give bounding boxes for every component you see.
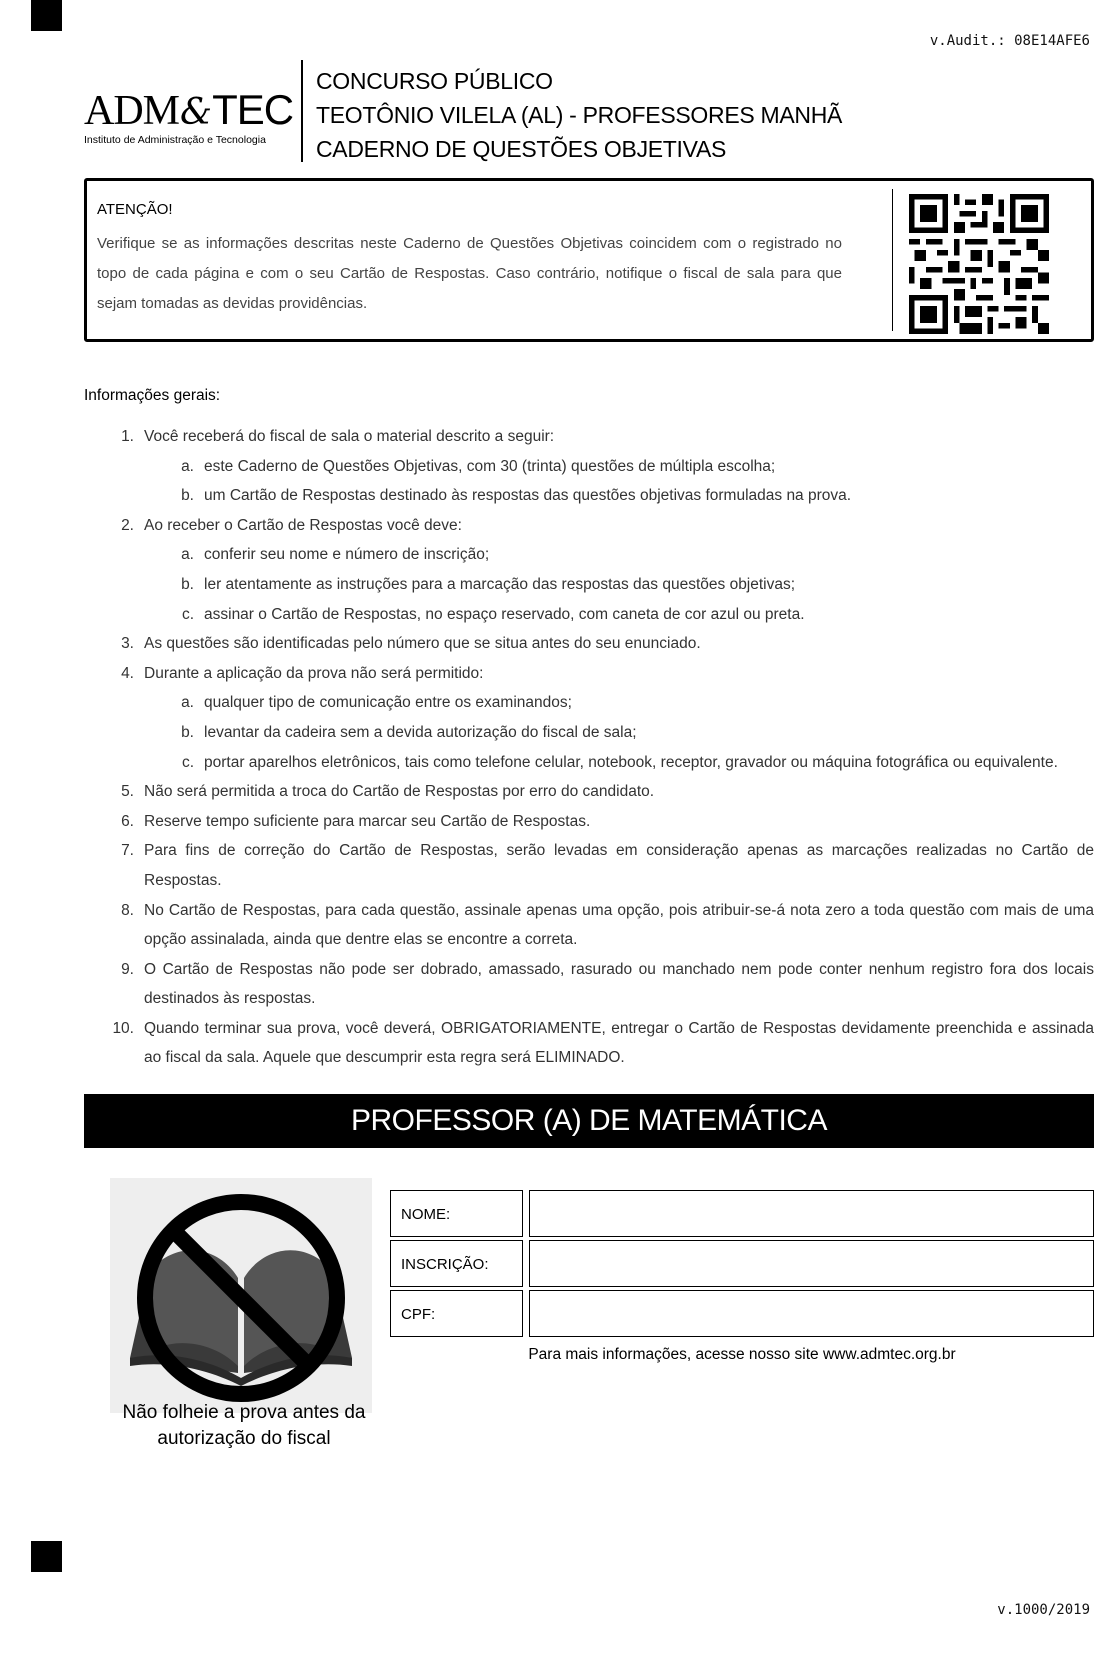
registration-mark-top [31,0,62,31]
audit-code: v.Audit.: 08E14AFE6 [929,33,1090,49]
logo-adm: ADM [84,88,180,134]
logo-wordmark [84,86,296,134]
form-row-cpf [390,1290,1094,1337]
subitem-letter: a. [181,457,194,475]
subitem-text: qualquer tipo de comunicação entre os examinandos; [204,694,572,712]
form-row-registration [390,1240,1094,1287]
attention-text: Verifique se as informações descritas neste Caderno de Questões Objetivas coincidem com o registrado no topo de cada página e com o seu Cartão de Respostas. Caso contrário, notifique o fiscal de sala para que sejam tomadas as devidas providências. [97,235,842,312]
item-text: Quando terminar sua prova, você deverá, OBRIGATORIAMENTE, entregar o Cartão de Respostas devidamente preenchida e assinada ao fiscal da sala. Aquele que descumprir esta regra será ELIMINADO. [144,1019,1094,1067]
admtec-logo [84,86,296,146]
attention-divider [892,189,893,331]
registration-label: INSCRIÇÃO: [390,1240,523,1287]
cpf-field[interactable] [529,1290,1094,1337]
candidate-form [390,1190,1094,1340]
item-text: Reserve tempo suficiente para marcar seu Cartão de Respostas. [144,812,591,830]
attention-box [84,178,1094,342]
instruction-item [84,629,1094,659]
instruction-item [84,511,1094,541]
name-field[interactable] [529,1190,1094,1237]
qr-code-icon [909,194,1049,334]
item-number: 10. [112,1019,134,1037]
attention-title: ATENÇÃO! [97,201,173,218]
item-text: As questões são identificadas pelo número que se situa antes do seu enunciado. [144,635,701,653]
instruction-item [84,836,1094,895]
instruction-item [84,659,1094,689]
form-row-name [390,1190,1094,1237]
name-label: NOME: [390,1190,523,1237]
instruction-subitem [84,540,1094,570]
item-number: 9. [121,960,134,978]
subitem-text: conferir seu nome e número de inscrição; [204,546,490,564]
instructions-list [84,422,1094,1073]
instruction-item [84,777,1094,807]
header [84,60,1094,162]
instruction-subitem [84,718,1094,748]
version-code: v.1000/2019 [997,1602,1090,1618]
subitem-letter: c. [181,753,194,771]
logo-tec: TEC [212,86,294,133]
subject-banner: PROFESSOR (A) DE MATEMÁTICA [84,1094,1094,1148]
subitem-letter: b. [181,575,194,593]
title-line-3: CADERNO DE QUESTÕES OBJETIVAS [316,136,727,162]
registration-mark-bottom [31,1541,62,1572]
item-text: Durante a aplicação da prova não será permitido: [144,664,484,682]
logo-subtitle: Instituto de Administração e Tecnologia [84,134,266,146]
instruction-subitem [84,570,1094,600]
item-number: 7. [121,842,134,860]
instruction-subitem [84,452,1094,482]
logo-ampersand: & [180,92,212,133]
item-text: O Cartão de Respostas não pode ser dobrado, amassado, rasurado ou manchado nem pode conter nenhum registro fora dos locais destinados às respostas. [144,960,1094,1008]
item-number: 8. [121,901,134,919]
item-text: No Cartão de Respostas, para cada questão, assinale apenas uma opção, pois atribuir-se-á nota zero a toda questão com mais de uma opção assinalada, ainda que dentre elas se encontre a correta. [144,901,1094,949]
item-text: Você receberá do fiscal de sala o material descrito a seguir: [144,428,555,445]
instruction-item [84,422,1094,452]
registration-field[interactable] [529,1240,1094,1287]
subitem-letter: b. [181,723,194,741]
instruction-subitem [84,748,1094,778]
no-read-warning: Não folheie a prova antes da autorização do fiscal [122,1402,366,1449]
instruction-subitem [84,600,1094,630]
title-line-1: CONCURSO PÚBLICO [316,68,553,94]
instruction-item [84,896,1094,955]
item-text: Para fins de correção do Cartão de Respostas, serão levadas em consideração apenas as marcações realizadas no Cartão de Respostas. [144,842,1094,889]
subitem-text: um Cartão de Respostas destinado às respostas das questões objetivas formuladas na prova. [204,487,852,505]
subitem-text: ler atentamente as instruções para a marcação das respostas das questões objetivas; [204,575,796,593]
instruction-subitem [84,688,1094,718]
item-text: Ao receber o Cartão de Respostas você deve: [144,516,462,534]
subitem-text: este Caderno de Questões Objetivas, com 30 (trinta) questões de múltipla escolha; [204,457,776,475]
subitem-letter: a. [181,694,194,712]
exam-titles [316,64,842,166]
info-title: Informações gerais: [84,387,221,404]
item-number: 1. [121,428,134,445]
item-number: 2. [121,516,134,534]
more-info-text: Para mais informações, acesse nosso site www.admtec.org.br [528,1346,956,1363]
item-number: 6. [121,812,134,830]
subitem-text: portar aparelhos eletrônicos, tais como telefone celular, notebook, receptor, gravador ou máquina fotográfica ou equivalente. [204,753,1058,771]
instruction-subitem [84,481,1094,511]
subitem-letter: b. [181,487,194,505]
instruction-item [84,955,1094,1014]
item-number: 4. [121,664,134,682]
cpf-label: CPF: [390,1290,523,1337]
subitem-text: assinar o Cartão de Respostas, no espaço reservado, com caneta de cor azul ou preta. [204,605,805,623]
item-number: 3. [121,635,134,653]
subitem-text: levantar da cadeira sem a devida autorização do fiscal de sala; [204,723,637,741]
instruction-item [84,807,1094,837]
item-number: 5. [121,783,134,801]
instruction-item [84,1014,1094,1073]
subitem-letter: a. [181,546,194,564]
header-divider [301,60,303,162]
title-line-2: TEOTÔNIO VILELA (AL) - PROFESSORES MANHÃ [316,102,843,128]
item-text: Não será permitida a troca do Cartão de Respostas por erro do candidato. [144,783,655,801]
no-reading-book-icon [110,1178,372,1413]
subitem-letter: c. [181,605,194,623]
